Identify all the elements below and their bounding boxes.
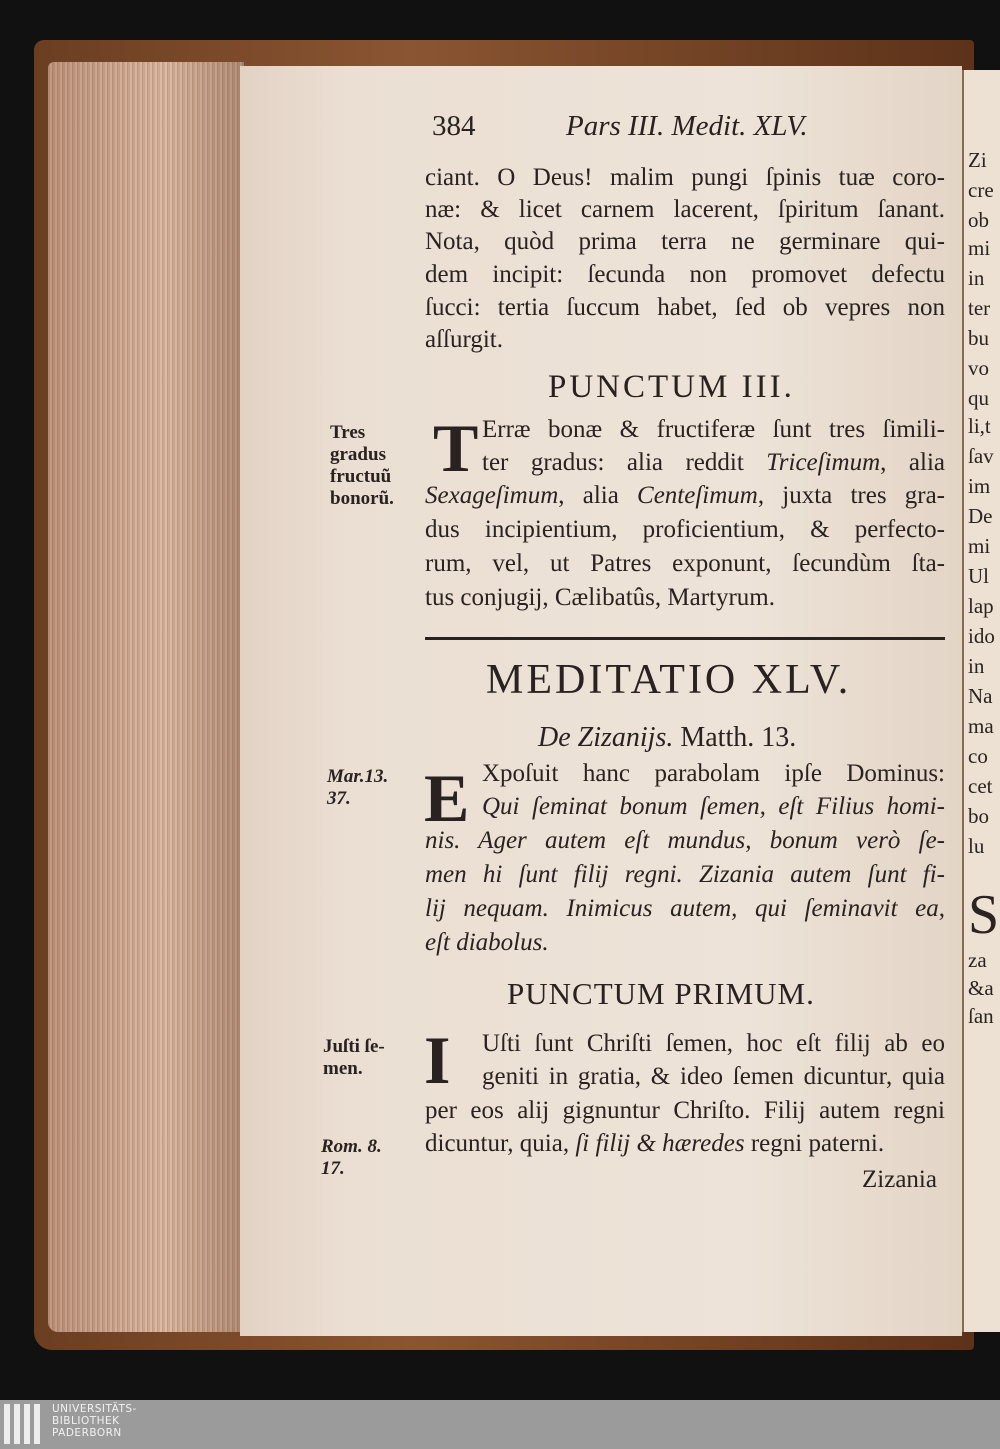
facing-page-fragment: mi (968, 534, 991, 558)
subtitle-reference: Matth. 13. (673, 722, 797, 753)
margin-note-line: Juſti ſe- (323, 1036, 385, 1057)
text-segment: tus conjugij, Cælibatûs, Martyrum. (425, 584, 775, 611)
text-line (425, 550, 945, 578)
text-segment: aſſurgit. (425, 326, 504, 353)
text-line (425, 261, 945, 289)
text-segment: ciant. O Deus! malim pungi ſpinis tuæ coro- (425, 164, 945, 191)
facing-page-fragment: De (968, 504, 993, 528)
text-segment: ter gradus: alia reddit (482, 449, 767, 476)
text-line (425, 827, 945, 855)
text-segment: ſucci: tertia ſuccum habet, ſed ob vepres non (425, 294, 945, 321)
margin-note-tres-gradus (330, 422, 394, 510)
text-segment: Erræ bonæ & fructiferæ ſunt tres ſimili- (482, 416, 945, 443)
text-segment: per eos alij gignuntur Chriſto. Filij autem regni (425, 1097, 945, 1124)
running-title: Pars III. Medit. XLV. (566, 110, 808, 142)
section-divider (425, 637, 945, 640)
text-line (425, 584, 945, 612)
facing-page-fragment: lap (968, 594, 994, 618)
margin-note-rom (321, 1136, 382, 1180)
logo-line: UNIVERSITÄTS- (52, 1403, 137, 1415)
drop-cap-e: E (424, 760, 470, 836)
facing-page-fragment: bu (968, 326, 989, 350)
facing-page-fragment: cet (968, 774, 993, 798)
facing-page-fragment: &a (968, 976, 994, 1000)
facing-page-fragment: ido (968, 624, 995, 648)
margin-note-line: fructuũ (330, 466, 392, 487)
facing-page-fragment: S (968, 884, 1000, 946)
text-line (425, 294, 945, 322)
facing-page-fragment: bo (968, 804, 989, 828)
italic-text: Sexageſimum (425, 482, 559, 509)
facing-page-fragment: vo (968, 356, 989, 380)
margin-note-line: bonorũ. (330, 488, 394, 509)
margin-note-line: Rom. 8. (321, 1136, 382, 1157)
text-line (482, 1030, 945, 1058)
subtitle-italic: De Zizanijs. (538, 722, 674, 753)
text-segment: Nota, quòd prima terra ne germinare qui- (425, 228, 945, 255)
facing-page-fragment: ſav (968, 444, 994, 468)
text-line (425, 1097, 945, 1125)
text-segment: dem incipit: ſecunda non promovet defectu (425, 261, 945, 288)
margin-note-mar (327, 766, 388, 810)
facing-page-fragment: Zi (968, 148, 987, 172)
text-line (482, 793, 945, 821)
italic-text: ſi filij & hæredes (575, 1130, 745, 1157)
italic-text: lij nequam. Inimicus autem, qui ſeminavit ea, (425, 895, 945, 922)
heading-punctum-iii: PUNCTUM III. (548, 369, 795, 405)
text-line (425, 326, 945, 354)
library-footer (0, 1400, 1000, 1449)
text-line (425, 196, 945, 224)
text-segment: rum, vel, ut Patres exponunt, ſecundùm ſta- (425, 550, 945, 577)
text-segment: dicuntur, quia, (425, 1130, 576, 1157)
meditatio-title: MEDITATIO XLV. (486, 657, 852, 703)
page-edges (48, 62, 244, 1332)
library-logo-text (52, 1403, 137, 1439)
catchword: Zizania (862, 1166, 937, 1193)
facing-page-fragment: lu (968, 834, 985, 858)
page-number: 384 (432, 110, 476, 142)
facing-page-fragment: co (968, 744, 988, 768)
facing-page-fragment: li,t (968, 414, 991, 438)
text-line (425, 861, 945, 889)
facing-page-fragment: mi (968, 236, 991, 260)
margin-note-justi (323, 1036, 385, 1080)
facing-page-fragment: ter (968, 296, 991, 320)
margin-note-line: Tres (330, 422, 366, 443)
text-segment: , alia (558, 482, 638, 509)
text-line (425, 516, 945, 544)
italic-text: Qui ſeminat bonum ſemen, eſt Filius homi- (482, 793, 945, 820)
italic-text: eſt diabolus. (425, 929, 549, 956)
text-line (482, 1063, 945, 1091)
drop-cap-i: I (424, 1022, 451, 1098)
text-segment: Uſti ſunt Chriſti ſemen, hoc eſt filij ab eo (482, 1030, 945, 1057)
text-segment: næ: & licet carnem lacerent, ſpiritum ſanant. (425, 196, 945, 223)
margin-note-line: gradus (330, 444, 386, 465)
text-segment: geniti in gratia, & ideo ſemen dicuntur, quia (482, 1063, 945, 1090)
drop-cap-t: T (433, 410, 479, 486)
facing-page-fragment: ſan (968, 1004, 994, 1028)
text-segment: Xpoſuit hanc parabolam ipſe Dominus: (482, 760, 945, 787)
text-line (482, 416, 945, 444)
facing-page-fragment: in (968, 654, 985, 678)
text-line (425, 1130, 945, 1158)
text-line (425, 895, 945, 923)
facing-page-fragment: qu (968, 386, 989, 410)
margin-note-line: 17. (321, 1158, 345, 1179)
facing-page-fragment: cre (968, 178, 994, 202)
text-line (425, 228, 945, 256)
text-segment: , juxta tres gra- (757, 482, 945, 509)
meditatio-subtitle (538, 722, 796, 754)
margin-note-line: men. (323, 1058, 363, 1079)
margin-note-line: Mar.13. (327, 766, 389, 787)
italic-text: Centeſimum (637, 482, 758, 509)
facing-page-fragment: Na (968, 684, 993, 708)
facing-page-fragment: ma (968, 714, 994, 738)
text-segment: , alia (880, 449, 945, 476)
facing-page-fragment: im (968, 474, 991, 498)
facing-page (962, 70, 1000, 1332)
text-line (482, 760, 945, 788)
text-line (425, 164, 945, 192)
facing-page-fragment: za (968, 948, 987, 972)
heading-punctum-primum: PUNCTUM PRIMUM. (507, 976, 815, 1011)
italic-text: men hi ſunt filij regni. Zizania autem ſunt fi- (425, 861, 945, 888)
library-logo-icon (4, 1404, 44, 1449)
text-line (425, 482, 945, 510)
logo-line: PADERBORN (52, 1427, 122, 1439)
logo-line: BIBLIOTHEK (52, 1415, 120, 1427)
italic-text: Triceſimum (766, 449, 881, 476)
text-segment: dus incipientium, proficientium, & perfecto- (425, 516, 945, 543)
margin-note-line: 37. (327, 788, 351, 809)
text-line (482, 449, 945, 477)
text-segment: regni paterni. (744, 1130, 885, 1157)
facing-page-fragment: in (968, 266, 985, 290)
facing-page-fragment: Ul (968, 564, 989, 588)
text-line (425, 929, 945, 957)
italic-text: nis. Ager autem eſt mundus, bonum verò ſe- (425, 827, 945, 854)
facing-page-fragment: ob (968, 208, 989, 232)
